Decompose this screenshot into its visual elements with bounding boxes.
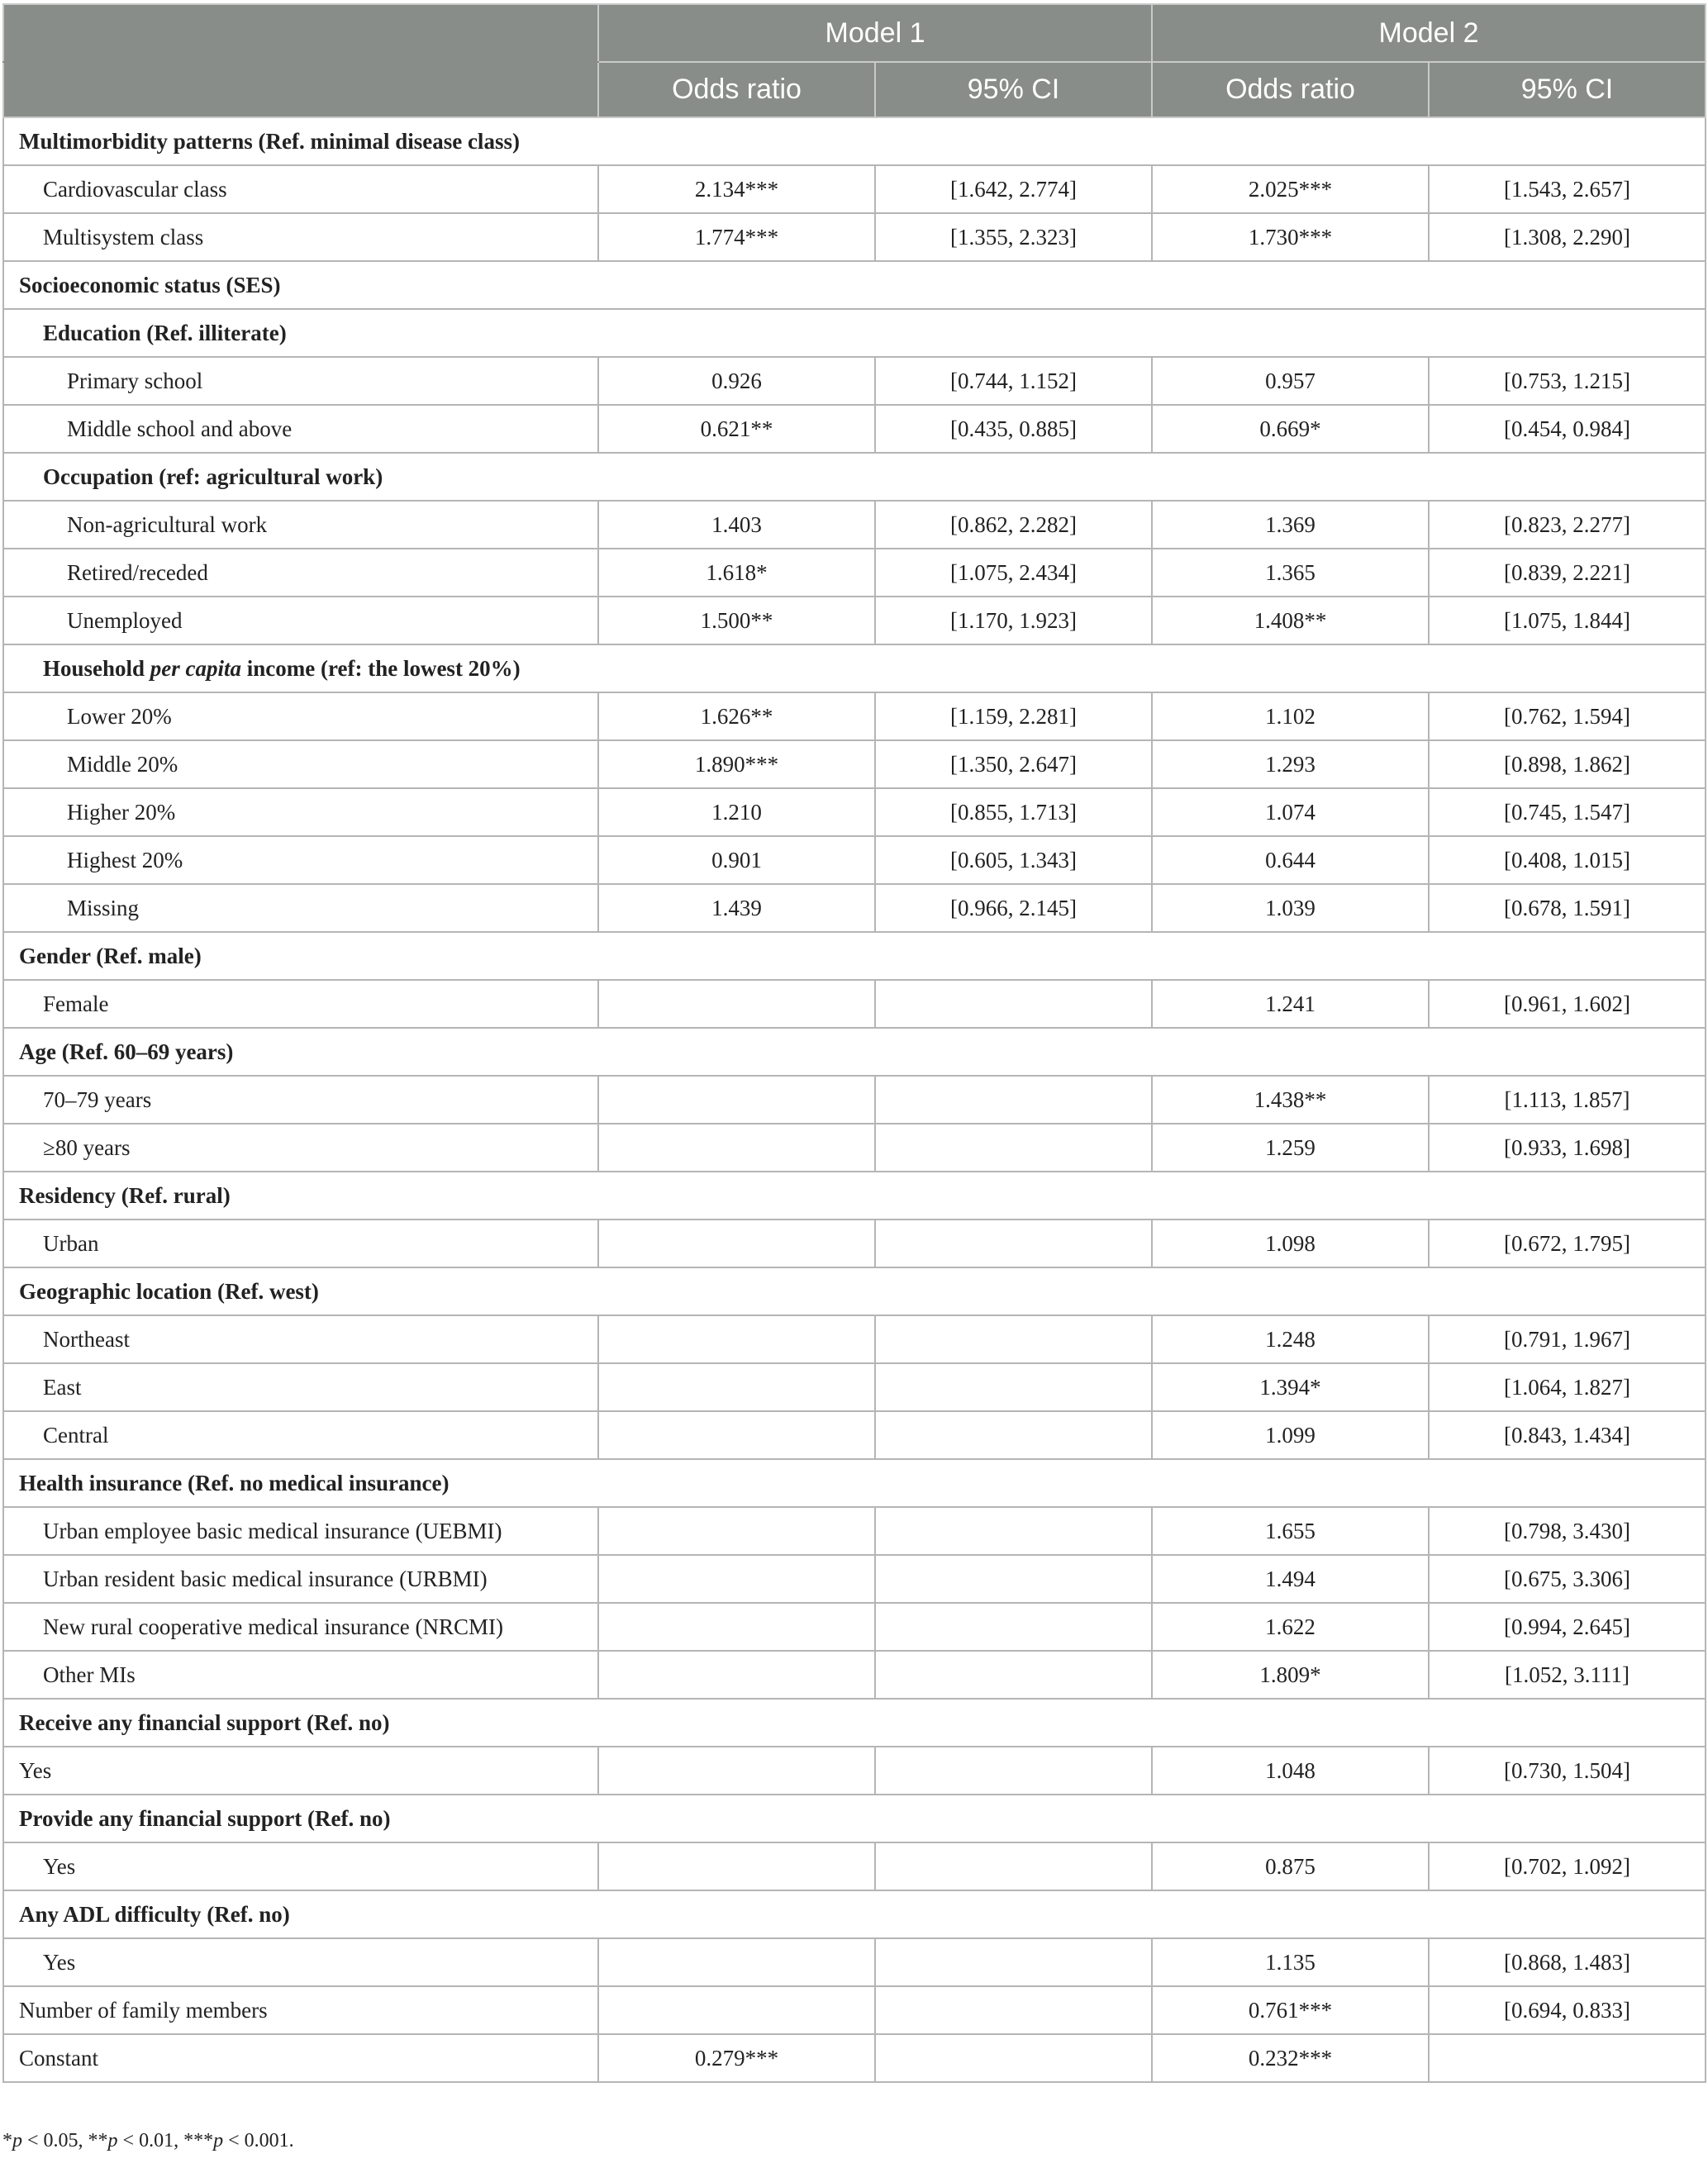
- row-label: Yes: [3, 1938, 598, 1986]
- table-row: [3, 1507, 1706, 1555]
- ci-cell: [0.966, 2.145]: [875, 884, 1152, 932]
- odds-ratio-cell: 1.039: [1152, 884, 1429, 932]
- ci-cell: [0.823, 2.277]: [1429, 501, 1706, 549]
- odds-ratio-cell: 1.622: [1152, 1603, 1429, 1651]
- table-row: [3, 740, 1706, 788]
- ci-cell: [0.702, 1.092]: [1429, 1842, 1706, 1890]
- section-row: [3, 1795, 1706, 1842]
- table-row: [3, 884, 1706, 932]
- ci-cell: [0.753, 1.215]: [1429, 357, 1706, 405]
- ci-cell: [0.744, 1.152]: [875, 357, 1152, 405]
- ci-cell: [0.605, 1.343]: [875, 836, 1152, 884]
- header-corner: [3, 4, 598, 62]
- ci-cell: [0.839, 2.221]: [1429, 549, 1706, 597]
- row-label: Urban resident basic medical insurance (URBMI): [3, 1555, 598, 1603]
- section-row: [3, 117, 1706, 165]
- odds-ratio-cell: 1.210: [598, 788, 875, 836]
- ci-cell: [1.642, 2.774]: [875, 165, 1152, 213]
- table-row: [3, 1315, 1706, 1363]
- ci-cell: [875, 1124, 1152, 1172]
- odds-ratio-cell: 1.408**: [1152, 597, 1429, 644]
- ci-cell: [1.052, 3.111]: [1429, 1651, 1706, 1699]
- odds-ratio-cell: [598, 1363, 875, 1411]
- ci-cell: [1.355, 2.323]: [875, 213, 1152, 261]
- odds-ratio-cell: [598, 1411, 875, 1459]
- section-label: Geographic location (Ref. west): [3, 1267, 1706, 1315]
- odds-ratio-cell: 1.439: [598, 884, 875, 932]
- section-label: Receive any financial support (Ref. no): [3, 1699, 1706, 1747]
- row-label: Urban employee basic medical insurance (UEBMI): [3, 1507, 598, 1555]
- odds-ratio-cell: [598, 1315, 875, 1363]
- ci-cell: [0.843, 1.434]: [1429, 1411, 1706, 1459]
- ci-cell: [0.862, 2.282]: [875, 501, 1152, 549]
- row-label: Non-agricultural work: [3, 501, 598, 549]
- header-model2: Model 2: [1152, 4, 1706, 62]
- odds-ratio-cell: 0.875: [1152, 1842, 1429, 1890]
- table-row: [3, 980, 1706, 1028]
- section-label: Any ADL difficulty (Ref. no): [3, 1890, 1706, 1938]
- ci-cell: [0.694, 0.833]: [1429, 1986, 1706, 2034]
- section-row: [3, 1267, 1706, 1315]
- odds-ratio-cell: 1.626**: [598, 692, 875, 740]
- ci-cell: [875, 1603, 1152, 1651]
- table-row: [3, 836, 1706, 884]
- table-row: [3, 1555, 1706, 1603]
- odds-ratio-cell: [598, 1842, 875, 1890]
- odds-ratio-cell: [598, 1076, 875, 1124]
- odds-ratio-cell: [598, 1603, 875, 1651]
- header-model1-odds-ratio: Odds ratio: [598, 62, 875, 117]
- ci-cell: [875, 1363, 1152, 1411]
- odds-ratio-cell: 0.901: [598, 836, 875, 884]
- section-label: Gender (Ref. male): [3, 932, 1706, 980]
- section-label: Occupation (ref: agricultural work): [3, 453, 1706, 501]
- odds-ratio-cell: [598, 1938, 875, 1986]
- section-row: [3, 453, 1706, 501]
- odds-ratio-cell: 0.926: [598, 357, 875, 405]
- table-row: [3, 1986, 1706, 2034]
- table-row: [3, 549, 1706, 597]
- odds-ratio-cell: 1.890***: [598, 740, 875, 788]
- header-model2-ci: 95% CI: [1429, 62, 1706, 117]
- ci-cell: [0.798, 3.430]: [1429, 1507, 1706, 1555]
- odds-ratio-cell: 2.025***: [1152, 165, 1429, 213]
- odds-ratio-cell: 1.403: [598, 501, 875, 549]
- row-label: Lower 20%: [3, 692, 598, 740]
- table-row: [3, 1124, 1706, 1172]
- odds-ratio-cell: 1.730***: [1152, 213, 1429, 261]
- odds-ratio-cell: [598, 1555, 875, 1603]
- table-row: [3, 1076, 1706, 1124]
- table-row: [3, 1603, 1706, 1651]
- ci-cell: [0.745, 1.547]: [1429, 788, 1706, 836]
- header-model2-odds-ratio: Odds ratio: [1152, 62, 1429, 117]
- odds-ratio-cell: 0.957: [1152, 357, 1429, 405]
- row-label: Other MIs: [3, 1651, 598, 1699]
- ci-cell: [875, 1651, 1152, 1699]
- ci-cell: [0.933, 1.698]: [1429, 1124, 1706, 1172]
- ci-cell: [875, 1076, 1152, 1124]
- header-corner-lower: [3, 62, 598, 117]
- ci-cell: [0.672, 1.795]: [1429, 1220, 1706, 1267]
- odds-ratio-cell: [598, 980, 875, 1028]
- row-label: Primary school: [3, 357, 598, 405]
- row-label: ≥80 years: [3, 1124, 598, 1172]
- odds-ratio-cell: 1.369: [1152, 501, 1429, 549]
- odds-ratio-cell: 0.232***: [1152, 2034, 1429, 2082]
- table-row: [3, 1842, 1706, 1890]
- section-row: [3, 1890, 1706, 1938]
- odds-ratio-cell: [598, 1651, 875, 1699]
- ci-cell: [0.435, 0.885]: [875, 405, 1152, 453]
- row-label: Highest 20%: [3, 836, 598, 884]
- table-row: [3, 213, 1706, 261]
- ci-cell: [875, 2034, 1152, 2082]
- ci-cell: [0.994, 2.645]: [1429, 1603, 1706, 1651]
- row-label: Unemployed: [3, 597, 598, 644]
- odds-ratio-cell: [598, 1220, 875, 1267]
- row-label: Central: [3, 1411, 598, 1459]
- odds-ratio-cell: 1.074: [1152, 788, 1429, 836]
- footnote-text: *p < 0.05, **p < 0.01, ***p < 0.001.: [2, 2130, 294, 2151]
- row-label: Yes: [3, 1747, 598, 1795]
- table-row: [3, 1220, 1706, 1267]
- row-label: 70–79 years: [3, 1076, 598, 1124]
- section-label: Health insurance (Ref. no medical insurance): [3, 1459, 1706, 1507]
- section-row: [3, 309, 1706, 357]
- odds-ratio-cell: 0.621**: [598, 405, 875, 453]
- table-row: [3, 597, 1706, 644]
- ci-cell: [0.730, 1.504]: [1429, 1747, 1706, 1795]
- ci-cell: [875, 1938, 1152, 1986]
- odds-ratio-cell: 0.279***: [598, 2034, 875, 2082]
- section-label: Multimorbidity patterns (Ref. minimal disease class): [3, 117, 1706, 165]
- row-label: Middle 20%: [3, 740, 598, 788]
- row-label: Retired/receded: [3, 549, 598, 597]
- ci-cell: [0.454, 0.984]: [1429, 405, 1706, 453]
- ci-cell: [875, 1315, 1152, 1363]
- odds-ratio-cell: 1.248: [1152, 1315, 1429, 1363]
- odds-ratio-cell: 1.774***: [598, 213, 875, 261]
- ci-cell: [1.159, 2.281]: [875, 692, 1152, 740]
- ci-cell: [0.678, 1.591]: [1429, 884, 1706, 932]
- odds-ratio-cell: 1.618*: [598, 549, 875, 597]
- section-row: [3, 1699, 1706, 1747]
- table-row: [3, 692, 1706, 740]
- odds-ratio-cell: 1.241: [1152, 980, 1429, 1028]
- ci-cell: [0.855, 1.713]: [875, 788, 1152, 836]
- odds-ratio-cell: [598, 1747, 875, 1795]
- ci-cell: [0.898, 1.862]: [1429, 740, 1706, 788]
- significance-footnote: [2, 2130, 294, 2152]
- row-label: Number of family members: [3, 1986, 598, 2034]
- ci-cell: [1.064, 1.827]: [1429, 1363, 1706, 1411]
- odds-ratio-cell: 1.098: [1152, 1220, 1429, 1267]
- section-label: Socioeconomic status (SES): [3, 261, 1706, 309]
- table-row: [3, 501, 1706, 549]
- ci-cell: [875, 1507, 1152, 1555]
- table-header: [3, 4, 1706, 117]
- ci-cell: [875, 1220, 1152, 1267]
- table-row: [3, 357, 1706, 405]
- ci-cell: [875, 1986, 1152, 2034]
- ci-cell: [0.868, 1.483]: [1429, 1938, 1706, 1986]
- section-label: Education (Ref. illiterate): [3, 309, 1706, 357]
- odds-ratio-cell: 1.099: [1152, 1411, 1429, 1459]
- ci-cell: [1.075, 2.434]: [875, 549, 1152, 597]
- table-row: [3, 405, 1706, 453]
- odds-ratio-cell: 1.365: [1152, 549, 1429, 597]
- section-row: [3, 1028, 1706, 1076]
- section-label: Household per capita income (ref: the lowest 20%): [3, 644, 1706, 692]
- ci-cell: [875, 980, 1152, 1028]
- odds-ratio-cell: 1.494: [1152, 1555, 1429, 1603]
- section-label: Age (Ref. 60–69 years): [3, 1028, 1706, 1076]
- odds-ratio-cell: 0.669*: [1152, 405, 1429, 453]
- table-row: [3, 1363, 1706, 1411]
- odds-ratio-cell: 1.438**: [1152, 1076, 1429, 1124]
- table-row: [3, 1651, 1706, 1699]
- ci-cell: [0.675, 3.306]: [1429, 1555, 1706, 1603]
- odds-ratio-cell: [598, 1124, 875, 1172]
- header-model1: Model 1: [598, 4, 1152, 62]
- ci-cell: [875, 1747, 1152, 1795]
- header-model1-ci: 95% CI: [875, 62, 1152, 117]
- row-label: Urban: [3, 1220, 598, 1267]
- ci-cell: [0.961, 1.602]: [1429, 980, 1706, 1028]
- section-row: [3, 932, 1706, 980]
- table-row: [3, 788, 1706, 836]
- table-row: [3, 1938, 1706, 1986]
- ci-cell: [875, 1555, 1152, 1603]
- ci-cell: [1.113, 1.857]: [1429, 1076, 1706, 1124]
- row-label: East: [3, 1363, 598, 1411]
- ci-cell: [1.170, 1.923]: [875, 597, 1152, 644]
- section-label: Provide any financial support (Ref. no): [3, 1795, 1706, 1842]
- odds-ratio-cell: [598, 1507, 875, 1555]
- ci-cell: [0.791, 1.967]: [1429, 1315, 1706, 1363]
- odds-ratio-cell: 2.134***: [598, 165, 875, 213]
- ci-cell: [0.762, 1.594]: [1429, 692, 1706, 740]
- ci-cell: [1.543, 2.657]: [1429, 165, 1706, 213]
- odds-ratio-cell: 0.761***: [1152, 1986, 1429, 2034]
- ci-cell: [0.408, 1.015]: [1429, 836, 1706, 884]
- table-row: [3, 2034, 1706, 2082]
- row-label: Higher 20%: [3, 788, 598, 836]
- table-row: [3, 1747, 1706, 1795]
- row-label: Multisystem class: [3, 213, 598, 261]
- row-label: Middle school and above: [3, 405, 598, 453]
- row-label: Cardiovascular class: [3, 165, 598, 213]
- row-label: Northeast: [3, 1315, 598, 1363]
- section-row: [3, 1172, 1706, 1220]
- row-label: Constant: [3, 2034, 598, 2082]
- ci-cell: [1.308, 2.290]: [1429, 213, 1706, 261]
- ci-cell: [1.350, 2.647]: [875, 740, 1152, 788]
- ci-cell: [875, 1842, 1152, 1890]
- odds-ratio-cell: 1.135: [1152, 1938, 1429, 1986]
- row-label: Female: [3, 980, 598, 1028]
- section-label: Residency (Ref. rural): [3, 1172, 1706, 1220]
- section-row: [3, 261, 1706, 309]
- table-row: [3, 1411, 1706, 1459]
- regression-table: [2, 3, 1706, 2083]
- odds-ratio-cell: 1.655: [1152, 1507, 1429, 1555]
- table-body: [3, 117, 1706, 2082]
- table-row: [3, 165, 1706, 213]
- odds-ratio-cell: 1.500**: [598, 597, 875, 644]
- odds-ratio-cell: 1.259: [1152, 1124, 1429, 1172]
- row-label: New rural cooperative medical insurance (NRCMI): [3, 1603, 598, 1651]
- odds-ratio-cell: [598, 1986, 875, 2034]
- ci-cell: [1429, 2034, 1706, 2082]
- ci-cell: [1.075, 1.844]: [1429, 597, 1706, 644]
- odds-ratio-cell: 1.394*: [1152, 1363, 1429, 1411]
- odds-ratio-cell: 1.293: [1152, 740, 1429, 788]
- odds-ratio-cell: 1.048: [1152, 1747, 1429, 1795]
- ci-cell: [875, 1411, 1152, 1459]
- row-label: Missing: [3, 884, 598, 932]
- section-row: [3, 1459, 1706, 1507]
- section-row: [3, 644, 1706, 692]
- odds-ratio-cell: 1.809*: [1152, 1651, 1429, 1699]
- odds-ratio-cell: 0.644: [1152, 836, 1429, 884]
- odds-ratio-cell: 1.102: [1152, 692, 1429, 740]
- row-label: Yes: [3, 1842, 598, 1890]
